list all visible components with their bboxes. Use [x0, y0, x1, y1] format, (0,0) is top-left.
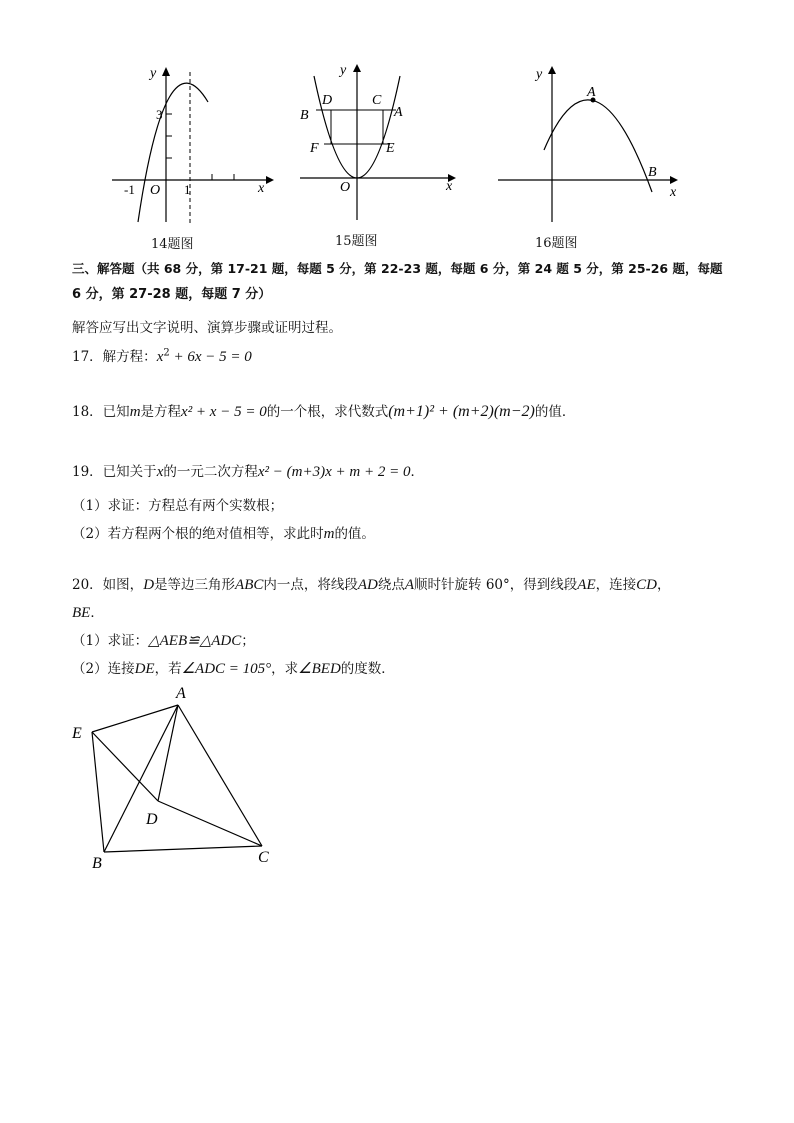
question-17: 17．解方程：$x^2 + 6x - 5 = 0$ — [72, 347, 252, 365]
q19-x: x — [156, 464, 164, 480]
q20-part2-angle: ∠ADC = 105° — [181, 661, 272, 677]
q20-part2-de: DE — [134, 661, 155, 677]
fig16-x-label: x — [670, 185, 677, 200]
q19-part2-text-a: （2）若方程两个根的绝对值相等，求此时 — [72, 526, 324, 542]
fig15-x-label: x — [446, 179, 453, 194]
q20-abc: ABC — [235, 577, 264, 593]
fig14-neg1-label: -1 — [124, 182, 135, 197]
q20-ad: AD — [357, 577, 378, 593]
fig14-x-label: x — [258, 181, 265, 196]
q20-text-5: 顺时针旋转 60°，得到线段 — [414, 577, 578, 593]
q18-text-1: 18．已知 — [72, 404, 130, 420]
q17-eq-x: x — [156, 349, 164, 365]
q18-equation: x² + x − 5 = 0 — [181, 404, 267, 420]
q19-text-2: 的一元二次方程 — [163, 464, 258, 480]
fig20-d-label: D — [146, 811, 158, 828]
fig15-b-label: B — [300, 108, 309, 123]
q20-line-2 — [72, 601, 104, 622]
q18-text-3: 的一个根，求代数式 — [266, 404, 389, 420]
fig14-three-label: 3 — [156, 107, 163, 122]
q20-part2-text-d: 的度数． — [340, 661, 395, 677]
section-3-heading-line1: 三、解答题（共 68 分，第 17-21 题，每题 5 分，第 22-23 题，每题 6 分，第 24 题 5 分，第 25-26 题，每题 — [72, 261, 723, 276]
fig20-b-label: B — [92, 855, 102, 872]
section-3-instruction: 解答应写出文字说明、演算步骤或证明过程。 — [72, 320, 342, 336]
question-18 — [72, 400, 575, 421]
q20-ae: AE — [577, 577, 596, 593]
q20-part1-text-a: （1）求证： — [72, 633, 149, 649]
question-20 — [72, 573, 670, 594]
q20-text-4: 绕点 — [377, 577, 405, 593]
q20-part-1 — [72, 629, 255, 650]
fig14-caption: 14题图 — [151, 237, 194, 252]
q20-text-7: ， — [656, 577, 671, 593]
q19-part2-m: m — [323, 526, 335, 542]
q20-text-8: ． — [90, 605, 104, 621]
q20-cd: CD — [636, 577, 657, 593]
q18-expression: (m+1)² + (m+2)(m−2) — [388, 403, 535, 420]
q18-text-4: 的值． — [534, 404, 576, 420]
section-3-heading-line2: 6 分，第 27-28 题，每题 7 分） — [72, 287, 272, 302]
fig20-a-label: A — [176, 685, 186, 702]
section-3-heading — [72, 256, 737, 308]
fig14-origin-label: O — [150, 183, 161, 198]
q19-text-3: ． — [410, 464, 424, 480]
q19-part-1: （1）求证：方程总有两个实数根； — [72, 498, 284, 514]
fig14-y-label: y — [150, 66, 157, 81]
question-19 — [72, 460, 424, 481]
q20-text-2: 是等边三角形 — [154, 577, 236, 593]
figure-20 — [66, 680, 286, 875]
q20-text-3: 内一点，将线段 — [263, 577, 358, 593]
q20-part2-text-a: （2）连接 — [72, 661, 135, 677]
figure-14 — [108, 62, 278, 227]
q19-text-1: 19．已知关于 — [72, 464, 157, 480]
q18-m: m — [129, 404, 141, 420]
fig15-caption: 15题图 — [335, 234, 378, 249]
fig15-f-label: F — [310, 141, 319, 156]
fig14-one-label: 1 — [184, 182, 191, 197]
q19-part2-text-b: 的值。 — [334, 526, 375, 542]
fig16-b-label: B — [648, 165, 657, 180]
q18-text-2: 是方程 — [140, 404, 182, 420]
fig15-y-label: y — [340, 63, 347, 78]
q20-part-2 — [72, 657, 395, 678]
q20-d: D — [143, 577, 155, 593]
q19-equation: x² − (m+3)x + m + 2 = 0 — [257, 464, 411, 480]
q20-part2-text-c: ，求 — [271, 661, 299, 677]
fig15-e-label: E — [386, 141, 395, 156]
fig15-a-label: A — [394, 105, 403, 120]
figure-16 — [494, 62, 688, 227]
q20-part1-text-b: ； — [241, 633, 255, 649]
fig20-e-label: E — [72, 725, 82, 742]
q20-be: BE — [72, 605, 91, 621]
fig15-origin-label: O — [340, 180, 351, 195]
q19-part-2 — [72, 522, 375, 543]
figure-15 — [296, 60, 466, 225]
fig16-a-label: A — [587, 85, 596, 100]
q20-text-1: 20．如图， — [72, 577, 144, 593]
q20-part2-text-b: ，若 — [154, 661, 182, 677]
q20-part2-bed: ∠BED — [298, 661, 341, 677]
fig15-c-label: C — [372, 93, 382, 108]
fig16-caption: 16题图 — [535, 236, 578, 251]
q20-text-6: ，连接 — [595, 577, 637, 593]
fig20-c-label: C — [258, 849, 269, 866]
fig16-y-label: y — [536, 67, 543, 82]
fig15-d-label: D — [322, 93, 333, 108]
q17-prefix: 17．解方程： — [72, 349, 157, 365]
q20-a: A — [404, 577, 415, 593]
q20-part1-expr: △AEB≌△ADC — [148, 633, 242, 649]
q17-eq-rest: + 6x − 5 = 0 — [169, 349, 252, 365]
